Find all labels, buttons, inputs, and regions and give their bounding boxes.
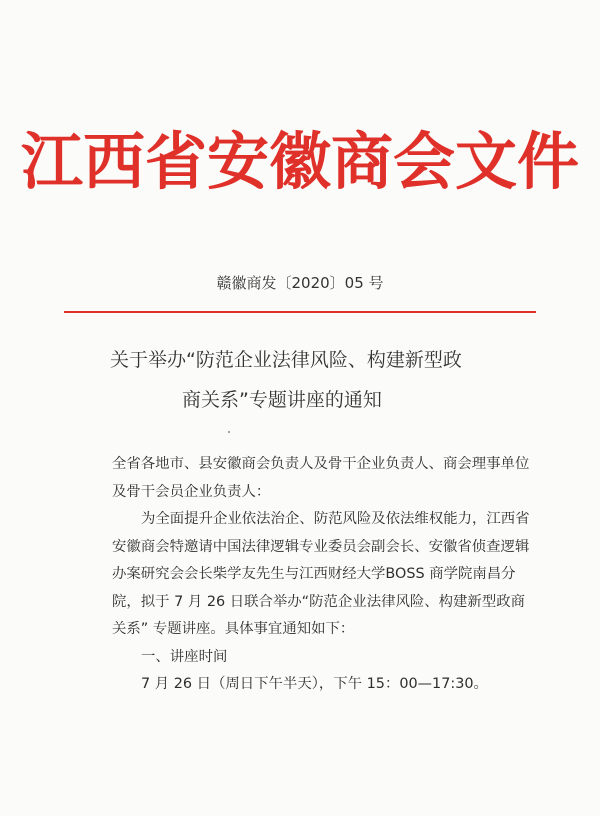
document-number: 赣徽商发〔2020〕05 号: [216, 274, 384, 292]
notice-body: [112, 451, 532, 699]
intro-paragraph: 为全面提升企业依法治企、防范风险及依法维权能力，江西省安徽商会特邀请中国法律逻辑专业委员会副会长、安徽省侦查逻辑办案研究会会长柴学友先生与江西财经大学BOSS 商学院南昌分院，拟于 7 月 26 日联合举办“防范企业法律风险、构建新型政商关系” 专题讲座。具体事宜通知如下：: [112, 511, 530, 637]
notice-title: [110, 340, 530, 420]
section-1-heading: 一、讲座时间: [141, 648, 228, 665]
notice-title-line-1: 关于举办“防范企业法律风险、构建新型政: [110, 349, 462, 371]
notice-title-line-2: 商关系”专题讲座的通知: [182, 389, 382, 411]
red-divider-line: [64, 311, 536, 313]
section-1-time: 7 月 26 日（周日下午半天），下午 15：00—17:30。: [141, 676, 488, 692]
document-header-title: 江西省安徽商会文件: [20, 125, 579, 198]
salutation-paragraph: 全省各地市、县安徽商会负责人及骨干企业负责人、商会理事单位及骨干会员企业负责人：: [112, 456, 530, 500]
paper-speck: [228, 431, 230, 433]
